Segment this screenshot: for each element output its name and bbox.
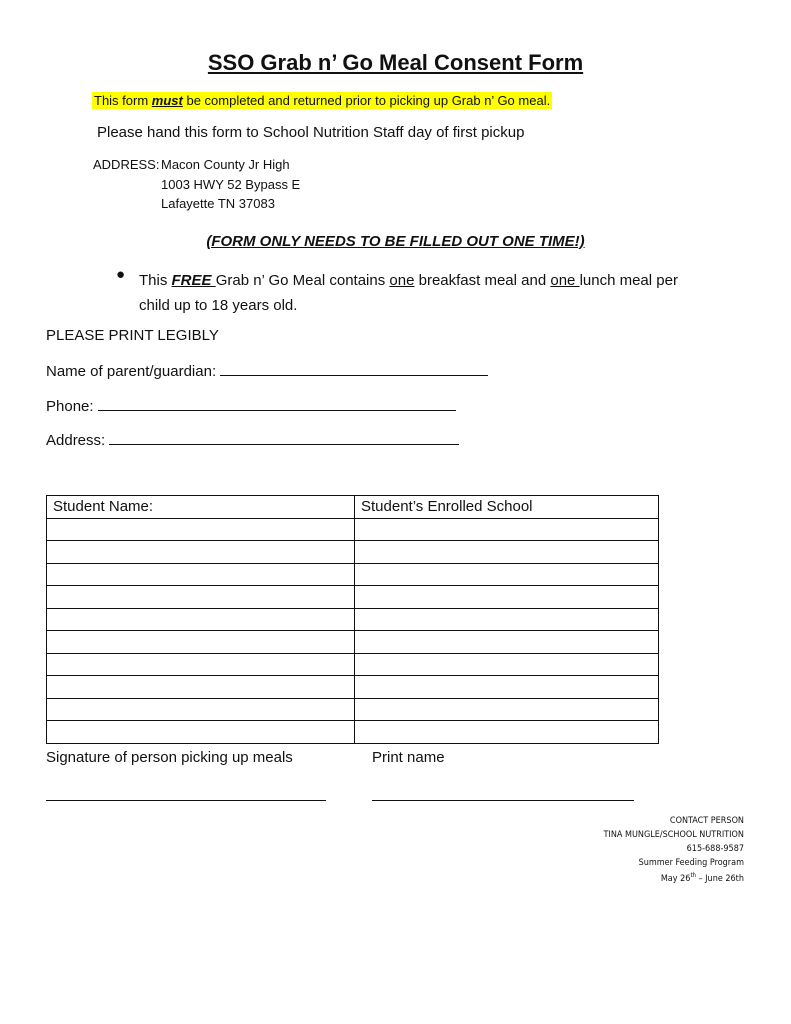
notice-before: This form bbox=[94, 93, 152, 108]
enrolled-school-cell[interactable] bbox=[355, 518, 659, 541]
table-row bbox=[47, 698, 659, 721]
enrolled-school-cell[interactable] bbox=[355, 586, 659, 609]
student-name-cell[interactable] bbox=[47, 653, 355, 676]
address-label: ADDRESS: bbox=[93, 157, 160, 172]
address-line-2: 1003 HWY 52 Bypass E bbox=[161, 177, 301, 192]
enrolled-school-cell[interactable] bbox=[355, 676, 659, 699]
enrolled-school-cell[interactable] bbox=[355, 721, 659, 744]
phone-field bbox=[46, 396, 456, 415]
enrolled-school-cell[interactable] bbox=[355, 631, 659, 654]
student-name-cell[interactable] bbox=[47, 608, 355, 631]
table-row bbox=[47, 586, 659, 609]
table-row bbox=[47, 518, 659, 541]
meal-description-line-1: This FREE Grab n’ Go Meal contains one breakfast meal and one lunch meal per bbox=[139, 272, 678, 289]
notice-emphasis: must bbox=[151, 93, 183, 108]
phone-label: Phone: bbox=[46, 398, 94, 415]
signature-input[interactable] bbox=[46, 800, 326, 801]
enrolled-school-cell[interactable] bbox=[355, 608, 659, 631]
student-name-cell[interactable] bbox=[47, 518, 355, 541]
contact-heading: CONTACT PERSON bbox=[669, 816, 744, 826]
student-name-cell[interactable] bbox=[47, 586, 355, 609]
student-name-cell[interactable] bbox=[47, 631, 355, 654]
one-time-notice: (FORM ONLY NEEDS TO BE FILLED OUT ONE TIME!) bbox=[206, 233, 585, 250]
phone-input[interactable] bbox=[98, 396, 456, 411]
enrolled-school-cell[interactable] bbox=[355, 541, 659, 564]
table-row bbox=[47, 721, 659, 744]
enrolled-school-cell[interactable] bbox=[355, 653, 659, 676]
contact-name: TINA MUNGLE/SCHOOL NUTRITION bbox=[603, 830, 744, 840]
contact-phone: 615-688-9587 bbox=[686, 844, 744, 854]
contact-dates: May 26th – June 26th bbox=[660, 872, 744, 884]
student-table bbox=[46, 495, 659, 744]
student-name-cell[interactable] bbox=[47, 698, 355, 721]
enrolled-school-cell[interactable] bbox=[355, 563, 659, 586]
header-enrolled-school: Student’s Enrolled School bbox=[355, 496, 659, 519]
hand-in-note: Please hand this form to School Nutrition Staff day of first pickup bbox=[97, 124, 525, 141]
table-row bbox=[47, 653, 659, 676]
table-row bbox=[47, 563, 659, 586]
address-line-3: Lafayette TN 37083 bbox=[161, 196, 275, 211]
table-row bbox=[47, 631, 659, 654]
student-name-cell[interactable] bbox=[47, 721, 355, 744]
parent-label: Name of parent/guardian: bbox=[46, 363, 217, 380]
student-name-cell[interactable] bbox=[47, 563, 355, 586]
table-row bbox=[47, 541, 659, 564]
table-row bbox=[47, 608, 659, 631]
print-legibly: PLEASE PRINT LEGIBLY bbox=[46, 327, 219, 344]
notice-after: be completed and returned prior to picking up Grab n’ Go meal. bbox=[182, 93, 551, 108]
completion-notice bbox=[92, 92, 552, 109]
meal-description-line-2: child up to 18 years old. bbox=[139, 297, 298, 314]
address-input[interactable] bbox=[109, 430, 459, 445]
form-title: SSO Grab n’ Go Meal Consent Form bbox=[207, 50, 584, 75]
contact-program: Summer Feeding Program bbox=[638, 858, 744, 868]
signature-label: Signature of person picking up meals bbox=[46, 749, 293, 766]
table-row bbox=[47, 676, 659, 699]
table-header-row bbox=[47, 496, 659, 519]
print-name-input[interactable] bbox=[372, 800, 634, 801]
bullet-icon: ● bbox=[116, 266, 126, 283]
address-line-1: Macon County Jr High bbox=[161, 157, 290, 172]
student-name-cell[interactable] bbox=[47, 676, 355, 699]
header-student-name: Student Name: bbox=[47, 496, 355, 519]
parent-name-input[interactable] bbox=[220, 361, 488, 376]
enrolled-school-cell[interactable] bbox=[355, 698, 659, 721]
print-name-label: Print name bbox=[372, 749, 445, 766]
address-field bbox=[46, 430, 459, 449]
parent-field bbox=[46, 361, 488, 380]
student-name-cell[interactable] bbox=[47, 541, 355, 564]
meal-description bbox=[139, 268, 678, 318]
free-emphasis: FREE bbox=[171, 272, 216, 289]
address-field-label: Address: bbox=[46, 432, 106, 449]
